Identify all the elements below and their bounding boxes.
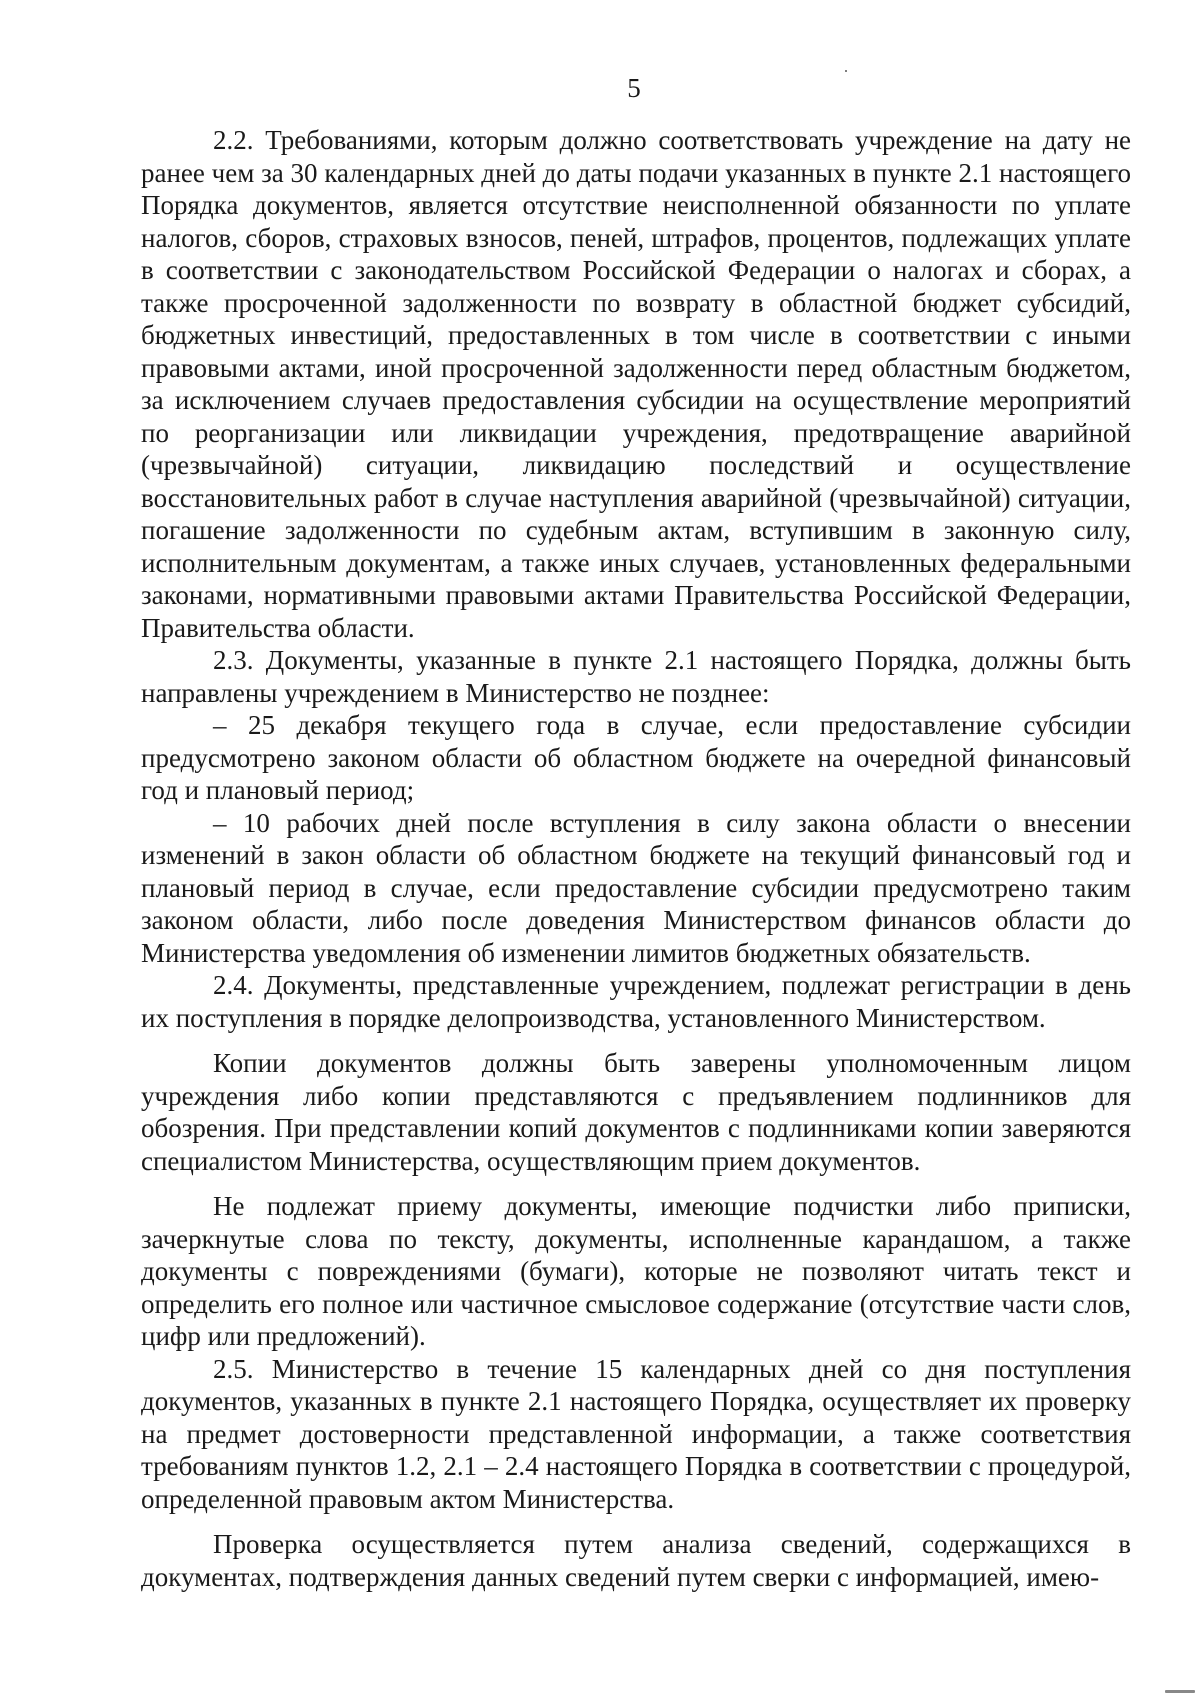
list-item-deadline-2: – 10 рабочих дней после вступления в силу закона области о внесении изменений в закон области об областном бюджете на текущий финансовый год и плановый период в случае, если предоставление субсидии предусмотрено таким законом области, либо после доведения Министерством финансов области до Министерства уведомления об изменении лимитов бюджетных обязательств.	[141, 807, 1131, 968]
scan-speck	[1165, 1690, 1195, 1693]
document-body	[141, 124, 1131, 1593]
paragraph-verification: Проверка осуществляется путем анализа сведений, содержащихся в документах, подтверждения данных сведений путем сверки с информацией, имею-	[141, 1529, 1131, 1592]
scan-speck	[845, 70, 847, 72]
paragraph-2-4: 2.4. Документы, представленные учреждением, подлежат регистрации в день их поступления в порядке делопроизводства, установленного Министерством.	[141, 970, 1131, 1033]
page-number: 5	[627, 73, 641, 103]
paragraph-2-3: 2.3. Документы, указанные в пункте 2.1 настоящего Порядка, должны быть направлены учреждением в Министерство не позднее:	[141, 645, 1131, 708]
paragraph-2-5: 2.5. Министерство в течение 15 календарных дней со дня поступления документов, указанных в пункте 2.1 настоящего Порядка, осуществляет их проверку на предмет достоверности представленной информации, а также соответствия требованиям пунктов 1.2, 2.1 – 2.4 настоящего Порядка в соответствии с процедурой, определенной правовым актом Министерства.	[141, 1353, 1131, 1514]
paragraph-rejection: Не подлежат приему документы, имеющие подчистки либо приписки, зачеркнутые слова по тексту, документы, исполненные карандашом, а также документы с повреждениями (бумаги), которые не позволяют читать текст и определить его полное или частичное смысловое содержание (отсутствие части слов, цифр или предложений).	[141, 1191, 1131, 1351]
paragraph-2-2: 2.2. Требованиями, которым должно соответствовать учреждение на дату не ранее чем за 30 календарных дней до даты подачи указанных в пункте 2.1 настоящего Порядка документов, является отсутствие неисполненной обязанности по уплате налогов, сборов, страховых взносов, пеней, штрафов, процентов, подлежащих уплате в соответствии с законодательством Российской Федерации о налогах и сборах, а также просроченной задолженности по возврату в областной бюджет субсидий, бюджетных инвестиций, предоставленных в том числе в соответствии с иными правовыми актами, иной просроченной задолженности перед областным бюджетом, за исключением случаев предоставления субсидии на осуществление мероприятий по реорганизации или ликвидации учреждения, предотвращение аварийной (чрезвычайной) ситуации, ликвидацию последствий и осуществление восстановительных работ в случае наступления аварийной (чрезвычайной) ситуации, погашение задолженности по судебным актам, вступившим в законную силу, исполнительным документам, а также иных случаев, установленных федеральными законами, нормативными правовыми актами Правительства Российской Федерации, Правительства области.	[141, 125, 1131, 643]
list-item-deadline-1: – 25 декабря текущего года в случае, если предоставление субсидии предусмотрено законом области об областном бюджете на очередной финансовый год и плановый период;	[141, 710, 1131, 805]
paragraph-copies: Копии документов должны быть заверены уполномоченным лицом учреждения либо копии представляются с предъявлением подлинников для обозрения. При представлении копий документов с подлинниками копии заверяются специалистом Министерства, осуществляющим прием документов.	[141, 1048, 1131, 1176]
